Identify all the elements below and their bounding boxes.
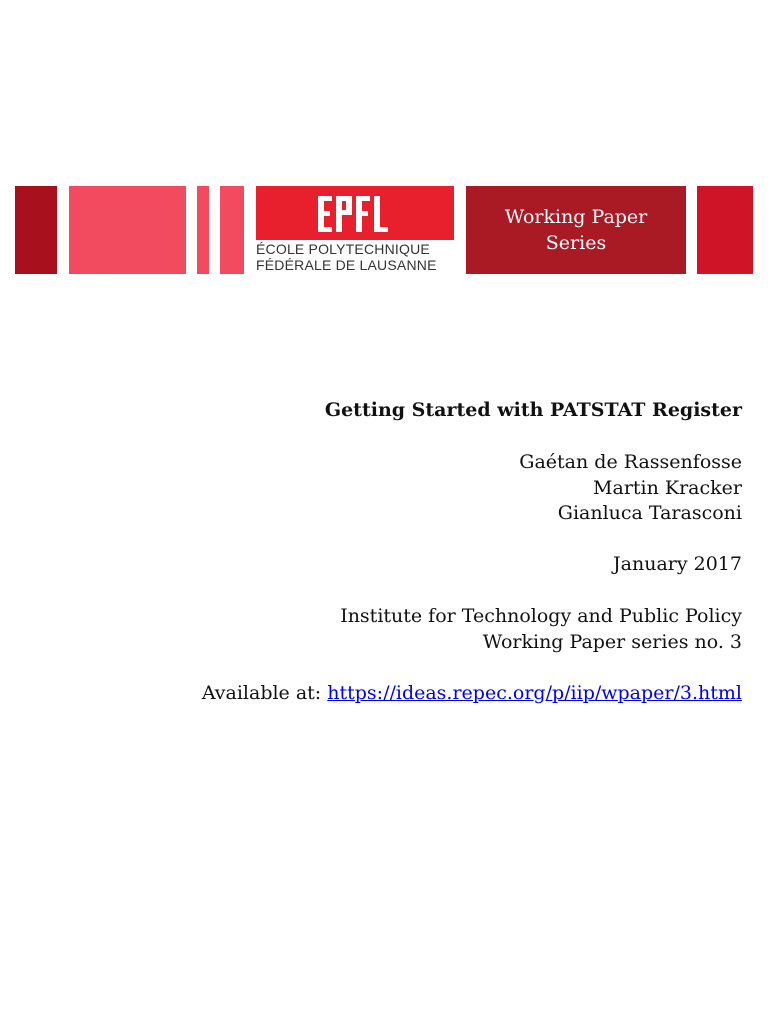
publication-date: January 2017 <box>613 553 742 575</box>
banner-block-narrow-pink <box>197 186 209 274</box>
banner-block-dark-left <box>15 186 57 274</box>
epfl-logo <box>256 186 454 274</box>
banner-block-small-pink <box>220 186 244 274</box>
banner-block-wide-pink <box>69 186 186 274</box>
institute-name: Institute for Technology and Public Policy <box>340 605 742 627</box>
series-number: Working Paper series no. 3 <box>482 630 742 653</box>
institute-block <box>122 604 742 655</box>
series-label-line2: Series <box>545 232 607 254</box>
logo-school-name-line2: FÉDÉRALE DE LAUSANNE <box>256 257 437 273</box>
author-name: Martin Kracker <box>593 476 742 499</box>
author-list <box>122 450 742 527</box>
banner-block-right <box>697 186 753 274</box>
paper-title: Getting Started with PATSTAT Register <box>324 399 742 421</box>
working-paper-series-label <box>466 186 686 274</box>
author-name: Gaétan de Rassenfosse <box>519 451 742 473</box>
paper-url-link[interactable]: https://ideas.repec.org/p/iip/wpaper/3.html <box>327 682 742 704</box>
epfl-logo-mark-icon <box>316 188 396 240</box>
series-label-line1: Working Paper <box>504 206 648 228</box>
author-name: Gianluca Tarasconi <box>557 502 742 524</box>
available-at-label: Available at: <box>201 682 328 704</box>
availability-line <box>122 681 742 707</box>
logo-school-name-line1: ÉCOLE POLYTECHNIQUE <box>256 241 430 257</box>
epfl-logo-red-band <box>256 186 454 240</box>
